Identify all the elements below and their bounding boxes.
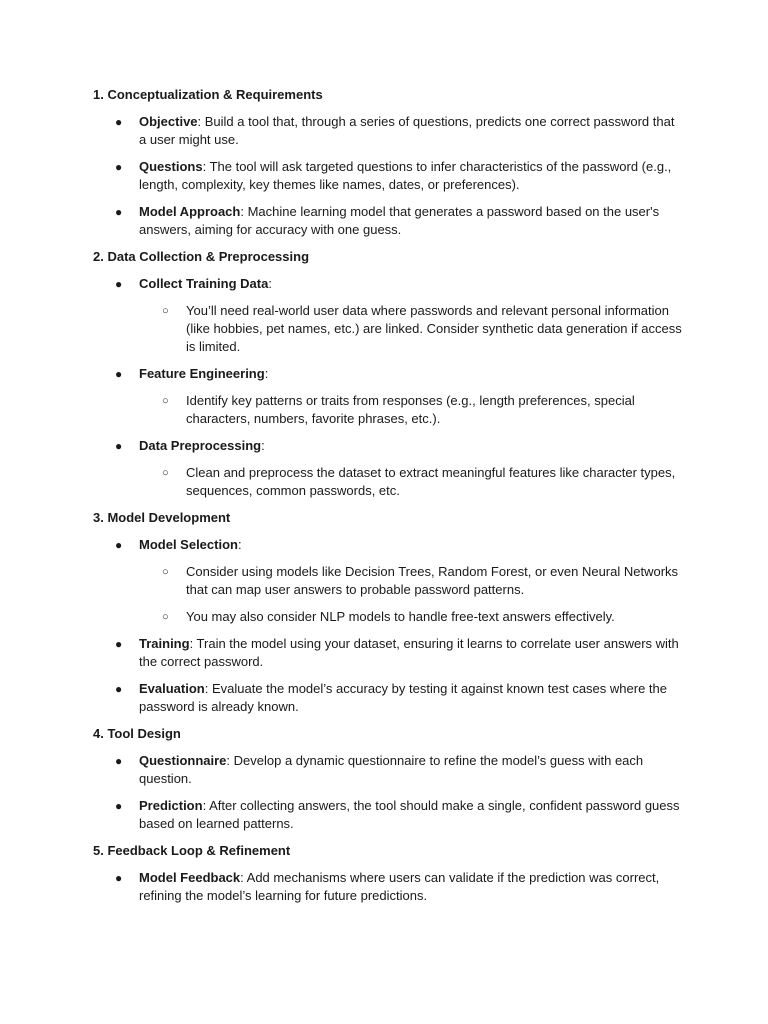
sub-item-text: You’ll need real-world user data where passwords and relevant personal information (like hobbies, pet names, etc.) are linked. Consider synthetic data generation if access is limited. bbox=[186, 303, 682, 354]
sub-list-item bbox=[93, 608, 683, 626]
bullet-icon: ● bbox=[115, 205, 123, 219]
item-text: : Train the model using your dataset, ensuring it learns to correlate user answers with the correct password. bbox=[139, 636, 679, 669]
list-item bbox=[93, 536, 683, 554]
sub-item-text: Consider using models like Decision Trees, Random Forest, or even Neural Networks that can map user answers to probable password patterns. bbox=[186, 564, 679, 597]
bullet-icon: ● bbox=[115, 439, 123, 453]
item-text: : Build a tool that, through a series of questions, predicts one correct password that a user might use. bbox=[139, 114, 675, 147]
item-term: Feature Engineering bbox=[139, 366, 265, 381]
sub-item-text: Identify key patterns or traits from responses (e.g., length preferences, special characters, numbers, favorite phrases, etc.). bbox=[186, 393, 635, 426]
item-term: Model Approach bbox=[139, 204, 241, 219]
bullet-icon: ● bbox=[115, 871, 123, 885]
bullet-icon: ● bbox=[115, 538, 123, 552]
item-text: : Develop a dynamic questionnaire to refine the model’s guess with each question. bbox=[139, 753, 644, 786]
section-heading: 1. Conceptualization & Requirements bbox=[93, 87, 323, 102]
list-item bbox=[93, 113, 683, 149]
hollow-bullet-icon: ○ bbox=[162, 611, 169, 623]
list-item bbox=[93, 635, 683, 671]
bullet-icon: ● bbox=[115, 367, 123, 381]
sub-list-item bbox=[93, 392, 683, 428]
bullet-icon: ● bbox=[115, 682, 123, 696]
item-text: : Evaluate the model’s accuracy by testing it against known test cases where the password is already known. bbox=[139, 681, 667, 714]
item-text: : bbox=[261, 438, 265, 453]
item-text: : After collecting answers, the tool should make a single, confident password guess based on learned patterns. bbox=[139, 798, 680, 831]
list-item bbox=[93, 365, 683, 383]
item-text: : The tool will ask targeted questions to infer characteristics of the password (e.g., length, complexity, key themes like names, dates, or preferences). bbox=[139, 159, 672, 192]
bullet-icon: ● bbox=[115, 115, 123, 129]
item-term: Model Feedback bbox=[139, 870, 241, 885]
item-text: : Machine learning model that generates a password based on the user's answers, aiming for accuracy with one guess. bbox=[139, 204, 660, 237]
sub-item-text: Clean and preprocess the dataset to extract meaningful features like character types, sequences, common passwords, etc. bbox=[186, 465, 676, 498]
bullet-icon: ● bbox=[115, 160, 123, 174]
hollow-bullet-icon: ○ bbox=[162, 305, 169, 317]
list-item bbox=[93, 869, 683, 905]
section-heading: 4. Tool Design bbox=[93, 726, 181, 741]
section-heading: 3. Model Development bbox=[93, 510, 231, 525]
item-term: Questionnaire bbox=[139, 753, 227, 768]
list-item bbox=[93, 203, 683, 239]
list-item bbox=[93, 752, 683, 788]
hollow-bullet-icon: ○ bbox=[162, 467, 169, 479]
sub-list-item bbox=[93, 302, 683, 356]
item-term: Objective bbox=[139, 114, 198, 129]
item-text: : bbox=[237, 537, 242, 552]
document-content bbox=[93, 86, 683, 914]
item-term: Prediction bbox=[139, 798, 203, 813]
bullet-icon: ● bbox=[115, 277, 123, 291]
bullet-icon: ● bbox=[115, 754, 123, 768]
sub-list-item bbox=[93, 563, 683, 599]
section-heading: 5. Feedback Loop & Refinement bbox=[93, 843, 291, 858]
sub-item-text: You may also consider NLP models to handle free-text answers effectively. bbox=[186, 609, 615, 624]
bullet-icon: ● bbox=[115, 637, 123, 651]
bullet-icon: ● bbox=[115, 799, 123, 813]
item-term: Collect Training Data bbox=[139, 276, 269, 291]
section-heading: 2. Data Collection & Preprocessing bbox=[93, 249, 310, 264]
item-term: Questions bbox=[139, 159, 203, 174]
sub-list-item bbox=[93, 464, 683, 500]
list-item bbox=[93, 797, 683, 833]
item-term: Training bbox=[139, 636, 190, 651]
list-item bbox=[93, 680, 683, 716]
item-text: : bbox=[268, 276, 272, 291]
hollow-bullet-icon: ○ bbox=[162, 395, 169, 407]
item-term: Data Preprocessing bbox=[139, 438, 262, 453]
item-text: : bbox=[264, 366, 269, 381]
hollow-bullet-icon: ○ bbox=[162, 566, 169, 578]
list-item bbox=[93, 437, 683, 455]
item-text: : Add mechanisms where users can validate if the prediction was correct, refining the model’s learning for future predictions. bbox=[139, 870, 660, 903]
list-item bbox=[93, 275, 683, 293]
item-term: Model Selection bbox=[139, 537, 238, 552]
list-item bbox=[93, 158, 683, 194]
item-term: Evaluation bbox=[139, 681, 205, 696]
